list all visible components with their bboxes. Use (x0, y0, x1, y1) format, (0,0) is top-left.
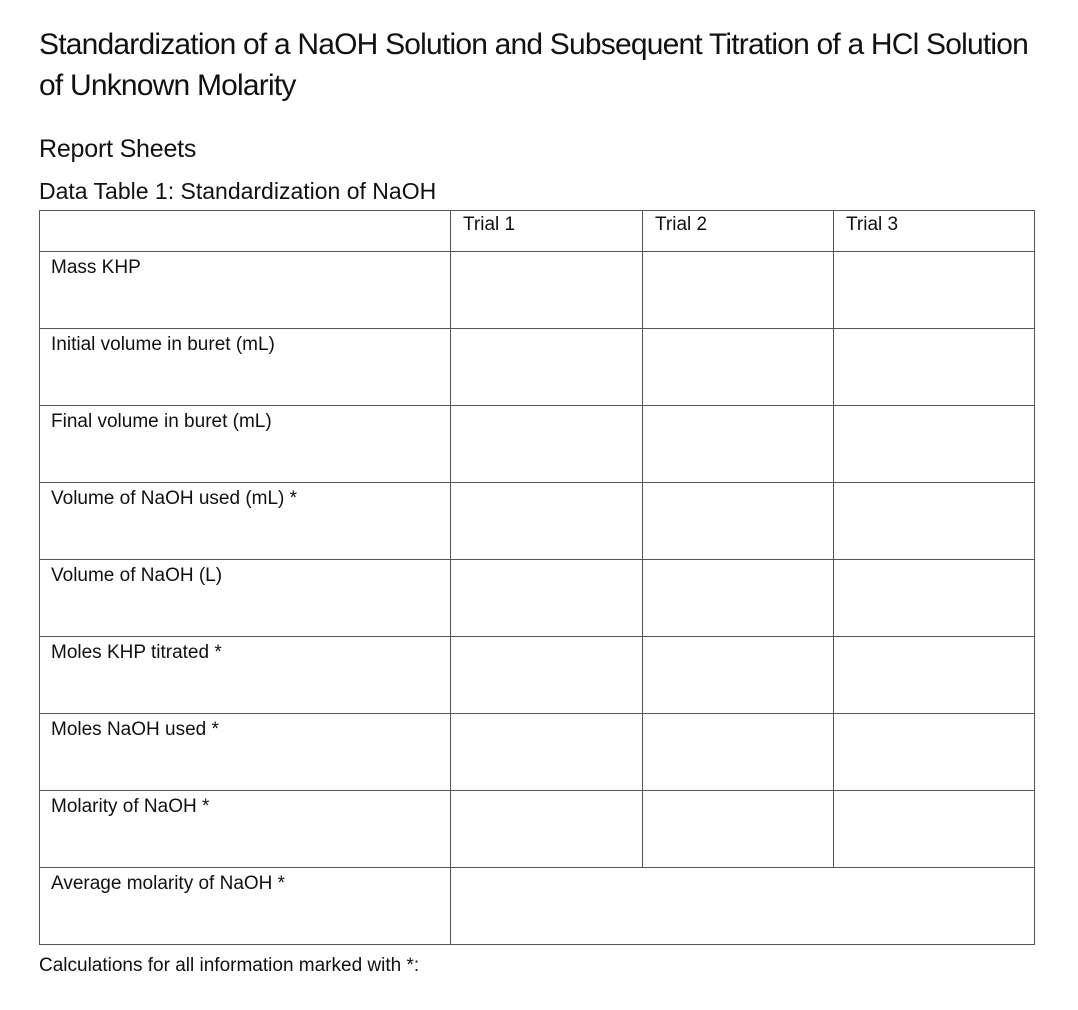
trial-2-cell[interactable] (643, 560, 834, 637)
trial-3-cell[interactable] (834, 714, 1035, 791)
trial-3-cell[interactable] (834, 791, 1035, 868)
row-label-cell (40, 329, 451, 406)
header-cell-trial-2: Trial 2 (643, 211, 834, 252)
trial-1-cell[interactable] (451, 329, 643, 406)
calculations-note: Calculations for all information marked with *: (39, 955, 420, 976)
section-heading: Report Sheets (39, 135, 197, 163)
trial-2-cell[interactable] (643, 483, 834, 560)
row-label: Moles NaOH used * (51, 719, 219, 740)
page-title: Standardization of a NaOH Solution and Subsequent Titration of a HCl Solution of Unknown Molarity (39, 28, 1029, 102)
row-label: Final volume in buret (mL) (51, 411, 272, 432)
row-label: Moles KHP titrated * (51, 642, 222, 663)
row-label: Molarity of NaOH * (51, 796, 210, 817)
row-label: Average molarity of NaOH * (51, 873, 286, 894)
table-row-final-volume (40, 406, 1035, 483)
trial-3-cell[interactable] (834, 637, 1035, 714)
trial-2-cell[interactable] (643, 252, 834, 329)
row-label-cell (40, 868, 451, 945)
trial-1-cell[interactable] (451, 714, 643, 791)
trial-2-cell[interactable] (643, 637, 834, 714)
trial-2-cell[interactable] (643, 791, 834, 868)
row-label: Volume of NaOH used (mL) * (51, 488, 298, 509)
trial-2-cell[interactable] (643, 406, 834, 483)
row-label-cell (40, 714, 451, 791)
table-caption: Data Table 1: Standardization of NaOH (39, 178, 437, 204)
row-label: Volume of NaOH (L) (51, 565, 223, 586)
trial-1-cell[interactable] (451, 252, 643, 329)
row-label: Mass KHP (51, 257, 141, 278)
table-row-molarity-naoh (40, 791, 1035, 868)
header-cell-trial-1: Trial 1 (451, 211, 643, 252)
row-label-cell (40, 791, 451, 868)
row-label: Initial volume in buret (mL) (51, 334, 275, 355)
trial-3-cell[interactable] (834, 560, 1035, 637)
trial-1-cell[interactable] (451, 791, 643, 868)
row-label-cell (40, 483, 451, 560)
table-row-moles-khp (40, 637, 1035, 714)
trial-1-cell[interactable] (451, 483, 643, 560)
trial-3-cell[interactable] (834, 252, 1035, 329)
standardization-data-table (39, 210, 1035, 945)
table-row-initial-volume (40, 329, 1035, 406)
table-row-volume-naoh-ml (40, 483, 1035, 560)
row-label-cell (40, 637, 451, 714)
trial-2-cell[interactable] (643, 329, 834, 406)
row-label-cell (40, 560, 451, 637)
table-row-volume-naoh-l (40, 560, 1035, 637)
trial-1-cell[interactable] (451, 637, 643, 714)
table-row-average-molarity (40, 868, 1035, 945)
trial-2-cell[interactable] (643, 714, 834, 791)
header-cell-trial-3: Trial 3 (834, 211, 1035, 252)
row-label-cell (40, 252, 451, 329)
trial-3-cell[interactable] (834, 329, 1035, 406)
table-row-moles-naoh (40, 714, 1035, 791)
trial-1-cell[interactable] (451, 406, 643, 483)
trial-3-cell[interactable] (834, 483, 1035, 560)
row-label-cell (40, 406, 451, 483)
average-molarity-cell[interactable] (451, 868, 1035, 945)
table-header-row (40, 211, 1035, 252)
trial-3-cell[interactable] (834, 406, 1035, 483)
table-row-mass-khp (40, 252, 1035, 329)
trial-1-cell[interactable] (451, 560, 643, 637)
header-cell-blank (40, 211, 451, 252)
